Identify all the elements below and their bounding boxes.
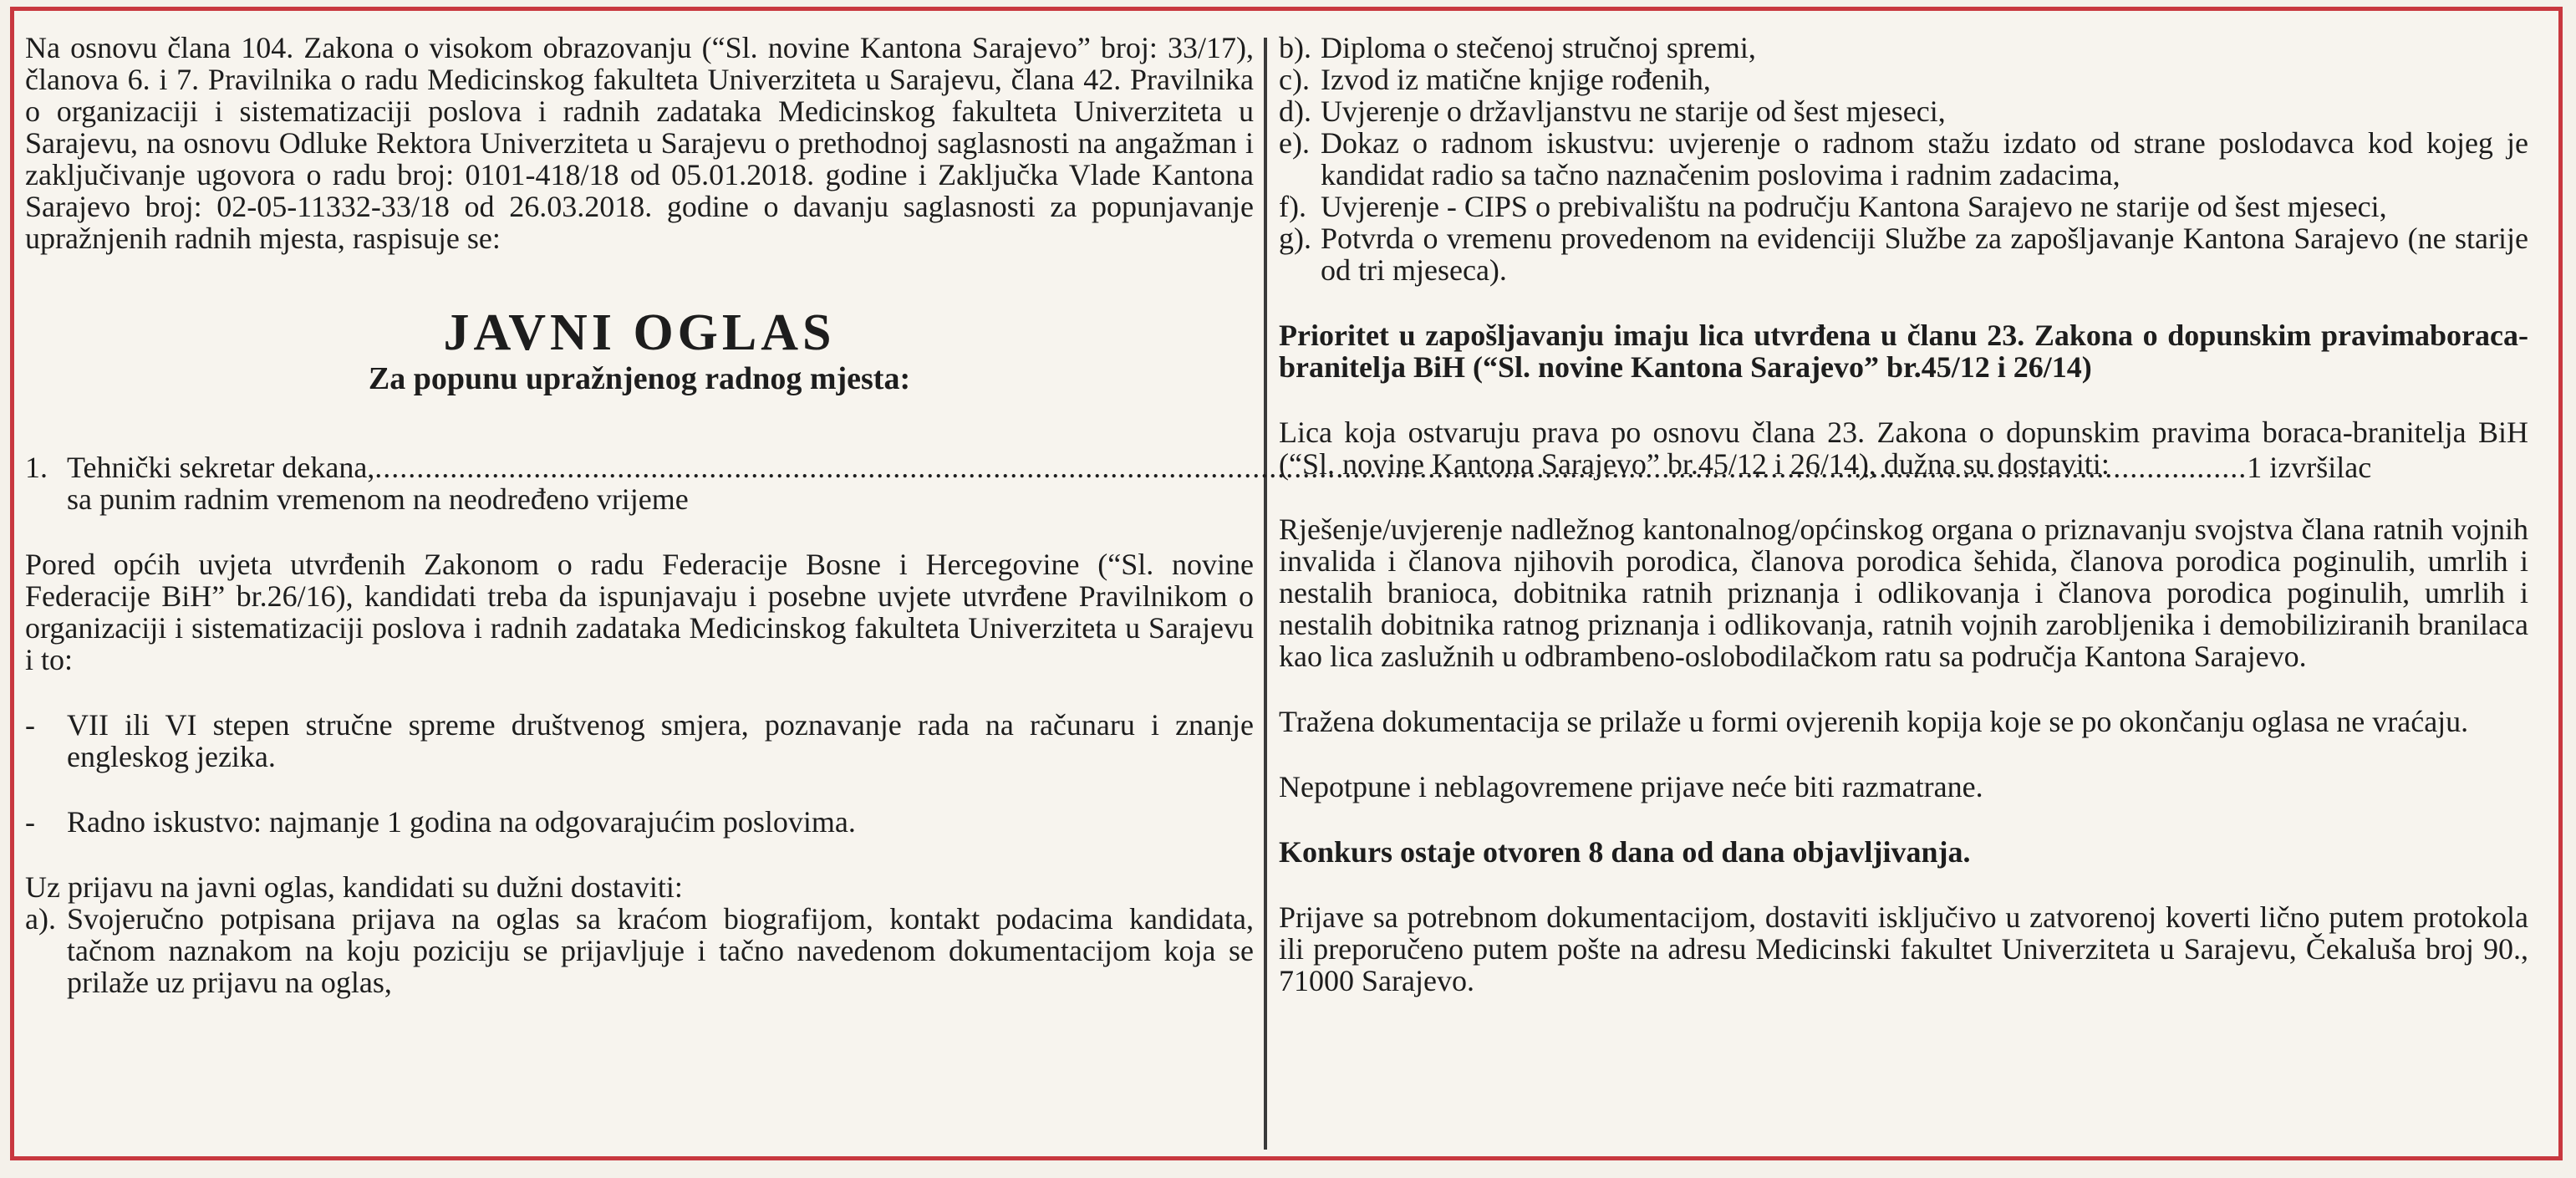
document-text: Potvrda o vremenu provedenom na evidenciji Službe za zapošljavanje Kantona Sarajevo (ne starije od tri mjeseca).	[1321, 222, 2528, 287]
open-period-notice: Konkurs ostaje otvoren 8 dana od dana objavljivanja.	[1279, 835, 1971, 869]
condition-marker: -	[25, 805, 35, 839]
decision-paragraph: Rješenje/uvjerenje nadležnog kantonalnog/općinskog organa o priznavanju svojstva člana ratnih vojnih invalida i članova njihovih porodica, članova porodica šehida, članova porodica poginulih, umrlih i nestalih branioca, dobitnika ratnih priznanja i odlikovanja i članova porodica poginulih, umrlih i nestalih dobitnika ratnog priznanja i odlikovanja, ratnih vojnih zarobljenika i demobiliziranih branilaca kao lica zaslužnih u odbrambeno-oslobodilačkom ratu sa područja Kantona Sarajevo.	[1279, 513, 2528, 673]
submission-paragraph: Prijave sa potrebnom dokumentacijom, dostaviti isključivo u zatvorenoj koverti lično putem protokola ili preporučeno putem pošte na adresu Medicinski fakultet Univerziteta u Sarajevu, Čekaluša broj 90., 71000 Sarajevo.	[1279, 900, 2528, 997]
document-item	[1279, 95, 2528, 127]
condition-text: VII ili VI stepen stručne spreme društvenog smjera, poznavanje rada na računaru i znanje engleskog jezika.	[67, 708, 1254, 773]
document-text: Uvjerenje - CIPS o prebivalištu na području Kantona Sarajevo ne starije od šest mjeseci,	[1321, 190, 2387, 223]
document-marker: b).	[1279, 31, 1311, 64]
condition-marker: -	[25, 708, 35, 742]
condition-item	[25, 806, 1254, 838]
documents-intro: Uz prijavu na javni oglas, kandidati su dužni dostaviti:	[25, 870, 683, 904]
column-divider	[1264, 38, 1267, 1150]
condition-text: Radno iskustvo: najmanje 1 godina na odgovarajućim poslovima.	[67, 805, 856, 839]
document-marker: d).	[1279, 94, 1311, 128]
conditions-intro: Pored općih uvjeta utvrđenih Zakonom o radu Federacije Bosne i Hercegovine (“Sl. novine Federacije BiH” br.26/16), kandidati treba da ispunjavaju i posebne uvjete utvrđene Pravilnikom o organizaciji i sistematizaciji poslova i radnih zadataka Medicinskog fakulteta Univerziteta u Sarajevu i to:	[25, 548, 1254, 676]
position-count: 1 izvršilac	[2247, 451, 2372, 484]
position-detail: sa punim radnim vremenom na neodređeno vrijeme	[67, 482, 689, 516]
position-number: 1.	[25, 451, 48, 484]
position-label: Tehnički sekretar dekana,	[67, 451, 375, 484]
document-item	[1279, 191, 2528, 222]
document-text: Uvjerenje o državljanstvu ne starije od šest mjeseci,	[1321, 94, 1946, 128]
intro-paragraph: Na osnovu člana 104. Zakona o visokom obrazovanju (“Sl. novine Kantona Sarajevo” broj: 33/17), članova 6. i 7. Pravilnika o radu Medicinskog fakulteta Univerziteta u Sarajevu, člana 42. Pravilnika o organizaciji i sistematizaciji poslova i radnih zadataka Medicinskog fakulteta Univerziteta u Sarajevu, na osnovu Odluke Rektora Univerziteta u Sarajevu o prethodnoj saglasnosti na angažman i zaključivanje ugovora o radu broj: 0101-418/18 od 05.01.2018. godine i Zaključka Vlade Kantona Sarajevo broj: 02-05-11332-33/18 od 26.03.2018. godine o davanju saglasnosti za popunjavanje upražnjenih radnih mjesta, raspisuje se:	[25, 31, 1254, 255]
document-text: Svojeručno potpisana prijava na oglas sa kraćom biografijom, kontakt podacima kandidata, tačnom naznakom na koju poziciju se prijavljuje i tačno navedenom dokumentacijom koja se prilaže uz prijavu na oglas,	[67, 902, 1254, 999]
right-column	[1279, 32, 2528, 997]
document-marker: a).	[25, 902, 56, 936]
document-item	[1279, 64, 2528, 95]
document-text: Izvod iz matične knjige rođenih,	[1321, 63, 1711, 96]
document-item	[1279, 127, 2528, 191]
job-position	[25, 451, 2372, 516]
copies-paragraph: Tražena dokumentacija se prilaže u formi ovjerenih kopija koje se po okončanju oglasa ne vraćaju.	[1279, 705, 2469, 738]
condition-item	[25, 709, 1254, 773]
incomplete-paragraph: Nepotpune i neblagovremene prijave neće biti razmatrane.	[1279, 770, 1983, 803]
document-item	[1279, 32, 2528, 64]
document-marker: f).	[1279, 190, 1306, 223]
document-item	[1279, 222, 2528, 286]
announcement-title: JAVNI OGLAS	[443, 304, 836, 361]
announcement-subtitle: Za popunu upražnjenog radnog mjesta:	[368, 361, 911, 396]
veterans-paragraph: Lica koja ostvaruju prava po osnovu člana 23. Zakona o dopunskim pravima boraca-branitelja BiH (“Sl. novine Kantona Sarajevo” br.45/12 i 26/14), dužna su dostaviti:	[1279, 416, 2528, 481]
document-marker: c).	[1279, 63, 1310, 96]
document-text: Diploma o stečenoj stručnoj spremi,	[1321, 31, 1756, 64]
document-marker: g).	[1279, 222, 1311, 255]
document-item	[25, 903, 1254, 998]
priority-notice: Prioritet u zapošljavanju imaju lica utvrđena u članu 23. Zakona o dopunskim pravimaboraca-branitelja BiH (“Sl. novine Kantona Sarajevo” br.45/12 i 26/14)	[1279, 319, 2528, 384]
document-text: Dokaz o radnom iskustvu: uvjerenje o radnom stažu izdato od strane poslodavca kod kojeg je kandidat radio sa tačno naznačenim poslovima i radnim zadacima,	[1321, 126, 2528, 191]
document-marker: e).	[1279, 126, 1310, 160]
